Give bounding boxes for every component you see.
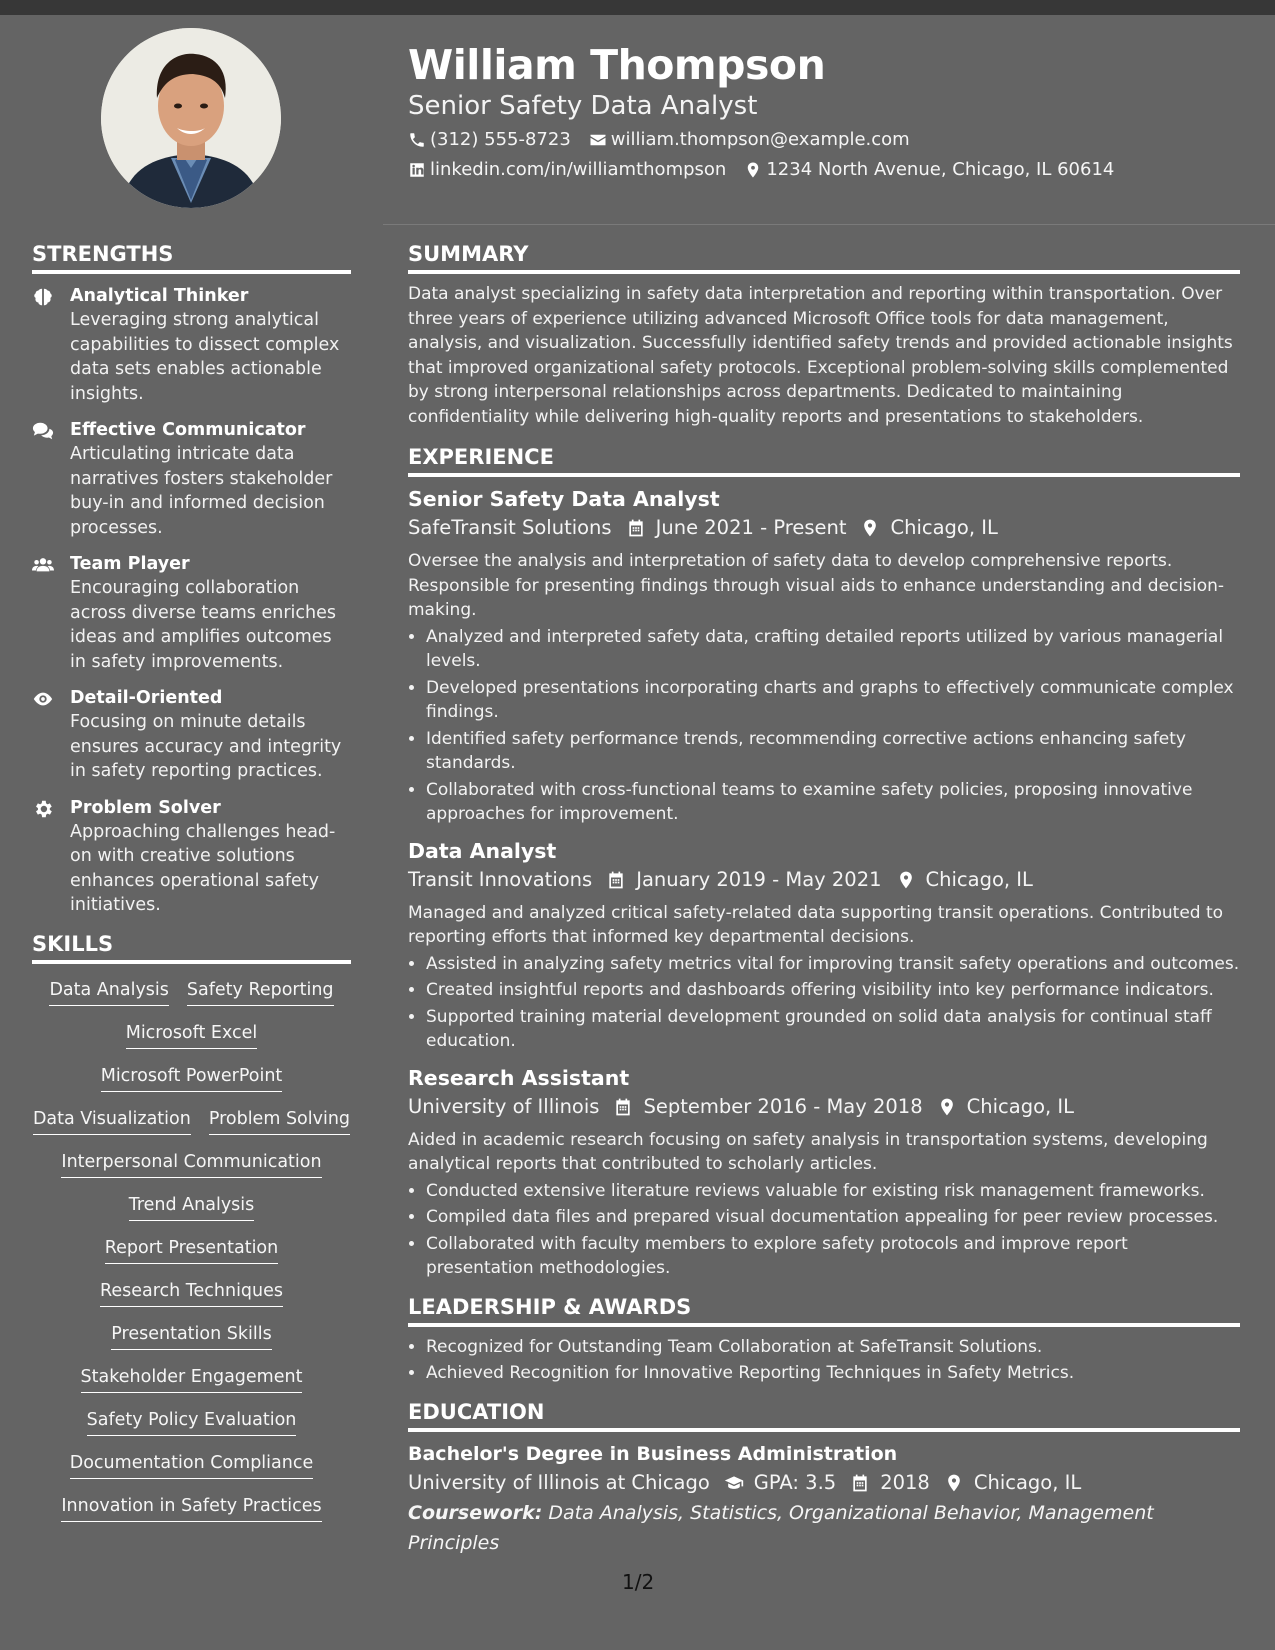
map-pin-icon	[744, 161, 762, 179]
job-dates: January 2019 - May 2021	[636, 867, 882, 891]
calendar-icon	[613, 1097, 633, 1117]
calendar-icon	[626, 518, 646, 538]
strength-item	[32, 284, 351, 406]
leadership-list	[408, 1335, 1240, 1386]
experience-heading: EXPERIENCE	[408, 443, 1240, 477]
summary-text: Data analyst specializing in safety data interpretation and reporting within transportation. Over three years of experience utilizing advanced Microsoft Office tools for data management, analysis, and visualization. Successfully identified safety trends and provided actionable insights that improved organizational safety protocols. Exceptional problem-solving skills complemented by strong interpersonal relationships across departments. Dedicated to maintaining confidentiality while delivering high-quality reports and presentations to stakeholders.	[408, 284, 1233, 427]
address-item	[744, 158, 1114, 182]
coursework-label: Coursework:	[408, 1501, 543, 1524]
job-meta	[408, 513, 1240, 543]
brain-icon	[32, 286, 54, 308]
leadership-item: • Achieved Recognition for Innovative Reporting Techniques in Safety Metrics.	[426, 1361, 1240, 1386]
job-title: Research Assistant	[408, 1065, 630, 1090]
comments-icon	[32, 420, 54, 442]
job-bullet: • Created insightful reports and dashboards offering visibility into key performance indicators.	[426, 978, 1240, 1003]
skill-tag: Data Visualization	[33, 1107, 191, 1135]
degree-title: Bachelor's Degree in Business Administration	[408, 1442, 898, 1465]
email-item[interactable]	[589, 128, 910, 152]
map-pin-icon	[896, 870, 916, 890]
strength-title: Analytical Thinker	[70, 286, 249, 306]
right-column	[408, 240, 1240, 1558]
phone-item[interactable]	[408, 128, 571, 152]
job-desc: Aided in academic research focusing on safety analysis in transportation systems, developing analytical reports that contributed to scholarly articles.	[408, 1129, 1208, 1174]
skill-tag: Presentation Skills	[111, 1322, 271, 1350]
page-number: 1/2	[622, 1570, 655, 1594]
strengths-heading: STRENGTHS	[32, 240, 351, 274]
email-text: william.thompson@example.com	[610, 129, 910, 150]
job-meta	[408, 865, 1240, 895]
graduation-cap-icon	[724, 1473, 744, 1493]
profile-photo	[101, 28, 281, 208]
summary-heading: SUMMARY	[408, 240, 1240, 274]
strength-title: Detail-Oriented	[70, 688, 223, 708]
job-company: Transit Innovations	[408, 867, 593, 891]
education-heading: EDUCATION	[408, 1398, 1240, 1432]
skill-tag: Stakeholder Engagement	[81, 1365, 303, 1393]
job-bullet: • Collaborated with faculty members to explore safety protocols and improve report presentation methodologies.	[426, 1232, 1240, 1281]
skill-tag: Report Presentation	[105, 1236, 278, 1264]
calendar-icon	[606, 870, 626, 890]
strength-title: Team Player	[70, 554, 190, 574]
strength-title: Problem Solver	[70, 797, 221, 818]
strength-item	[32, 418, 351, 540]
job-bullets	[408, 625, 1240, 827]
leadership-item: • Recognized for Outstanding Team Collaboration at SafeTransit Solutions.	[426, 1335, 1240, 1360]
map-pin-icon	[944, 1473, 964, 1493]
users-icon	[32, 554, 54, 576]
job-bullets	[408, 1179, 1240, 1281]
calendar-icon	[850, 1473, 870, 1493]
job-desc: Managed and analyzed critical safety-related data supporting transit operations. Contributed to reporting efforts that informed key departmental decisions.	[408, 902, 1224, 947]
address-text: 1234 North Avenue, Chicago, IL 60614	[766, 159, 1115, 180]
graduation-year: 2018	[880, 1470, 930, 1494]
job-bullet: • Identified safety performance trends, recommending corrective actions enhancing safety standards.	[426, 727, 1240, 776]
map-pin-icon	[860, 518, 880, 538]
skill-tag: Safety Policy Evaluation	[87, 1408, 297, 1436]
skill-tag: Trend Analysis	[129, 1193, 255, 1221]
job-bullet: • Developed presentations incorporating charts and graphs to effectively communicate complex findings.	[426, 676, 1240, 725]
job-title: Senior Safety Data Analyst	[408, 487, 720, 511]
skill-tag: Innovation in Safety Practices	[61, 1494, 321, 1522]
job-meta	[408, 1092, 1240, 1122]
job-bullet: • Analyzed and interpreted safety data, crafting detailed reports utilized by various managerial levels.	[426, 625, 1240, 674]
job-bullet: • Compiled data files and prepared visual documentation appealing for peer review processes.	[426, 1205, 1240, 1230]
phone-icon	[408, 131, 426, 149]
strength-item	[32, 796, 351, 918]
strength-desc: Approaching challenges head-on with creative solutions enhances operational safety initiatives.	[70, 821, 336, 915]
map-pin-icon	[937, 1097, 957, 1117]
contact-row-1	[408, 128, 1248, 152]
phone-text: (312) 555-8723	[430, 129, 571, 150]
leadership-heading: LEADERSHIP & AWARDS	[408, 1293, 1240, 1327]
skill-tag: Microsoft Excel	[126, 1021, 258, 1049]
job-bullet: • Conducted extensive literature reviews valuable for existing risk management frameworks.	[426, 1179, 1240, 1204]
coursework-list: Data Analysis, Statistics, Organizational Behavior, Management Principles	[408, 1501, 1154, 1554]
job-bullet: • Supported training material development grounded on solid data analysis for continual staff education.	[426, 1005, 1240, 1054]
top-bar	[0, 0, 1275, 15]
job-dates: September 2016 - May 2018	[643, 1094, 923, 1118]
strength-desc: Leveraging strong analytical capabilities to dissect complex data sets enables actionable insights.	[70, 310, 340, 404]
coursework	[408, 1498, 1240, 1558]
job-company: SafeTransit Solutions	[408, 516, 612, 539]
strength-title: Effective Communicator	[70, 420, 306, 440]
skill-tag: Data Analysis	[49, 978, 168, 1006]
header	[408, 40, 1248, 182]
candidate-name: William Thompson	[408, 41, 826, 89]
gpa: GPA: 3.5	[753, 1470, 837, 1494]
eye-icon	[32, 688, 54, 710]
education-meta	[408, 1468, 1240, 1498]
skills-heading: SKILLS	[32, 930, 351, 964]
strength-desc: Articulating intricate data narratives fosters stakeholder buy-in and informed decision processes.	[70, 444, 333, 538]
linkedin-item[interactable]	[408, 158, 726, 182]
job-location: Chicago, IL	[966, 1094, 1075, 1118]
contact-row-2	[408, 158, 1248, 182]
linkedin-text: linkedin.com/in/williamthompson	[430, 159, 727, 180]
skill-tag: Documentation Compliance	[70, 1451, 313, 1479]
job-desc: Oversee the analysis and interpretation of safety data to develop comprehensive reports. Responsible for presenting findings through visual aids to enhance understanding and decision-making.	[408, 551, 1225, 620]
skill-tag: Problem Solving	[209, 1107, 350, 1135]
strength-item	[32, 552, 351, 674]
linkedin-icon	[408, 161, 426, 179]
school-name: University of Illinois at Chicago	[408, 1470, 710, 1494]
skill-tag: Interpersonal Communication	[61, 1150, 321, 1178]
skill-tag: Safety Reporting	[187, 978, 334, 1006]
header-divider	[383, 224, 1275, 225]
candidate-title: Senior Safety Data Analyst	[408, 91, 758, 121]
skills-list	[32, 978, 351, 1522]
job-bullet: • Collaborated with cross-functional teams to examine safety policies, proposing innovative approaches for improvement.	[426, 778, 1240, 827]
education-location: Chicago, IL	[973, 1470, 1082, 1494]
strength-desc: Focusing on minute details ensures accuracy and integrity in safety reporting practices.	[70, 712, 342, 781]
job-bullet: • Assisted in analyzing safety metrics vital for improving transit safety operations and outcomes.	[426, 952, 1240, 977]
job-company: University of Illinois	[408, 1094, 600, 1118]
job-title: Data Analyst	[408, 838, 557, 863]
job-location: Chicago, IL	[890, 516, 998, 539]
job-dates: June 2021 - Present	[655, 516, 847, 539]
job-location: Chicago, IL	[925, 867, 1033, 891]
left-column	[32, 240, 351, 1537]
gear-icon	[32, 798, 54, 820]
skill-tag: Microsoft PowerPoint	[101, 1064, 283, 1092]
job-bullets	[408, 952, 1240, 1054]
skill-tag: Research Techniques	[100, 1279, 283, 1307]
strength-item	[32, 686, 351, 784]
strength-desc: Encouraging collaboration across diverse teams enriches ideas and amplifies outcomes in safety improvements.	[70, 578, 336, 672]
envelope-icon	[589, 131, 607, 149]
